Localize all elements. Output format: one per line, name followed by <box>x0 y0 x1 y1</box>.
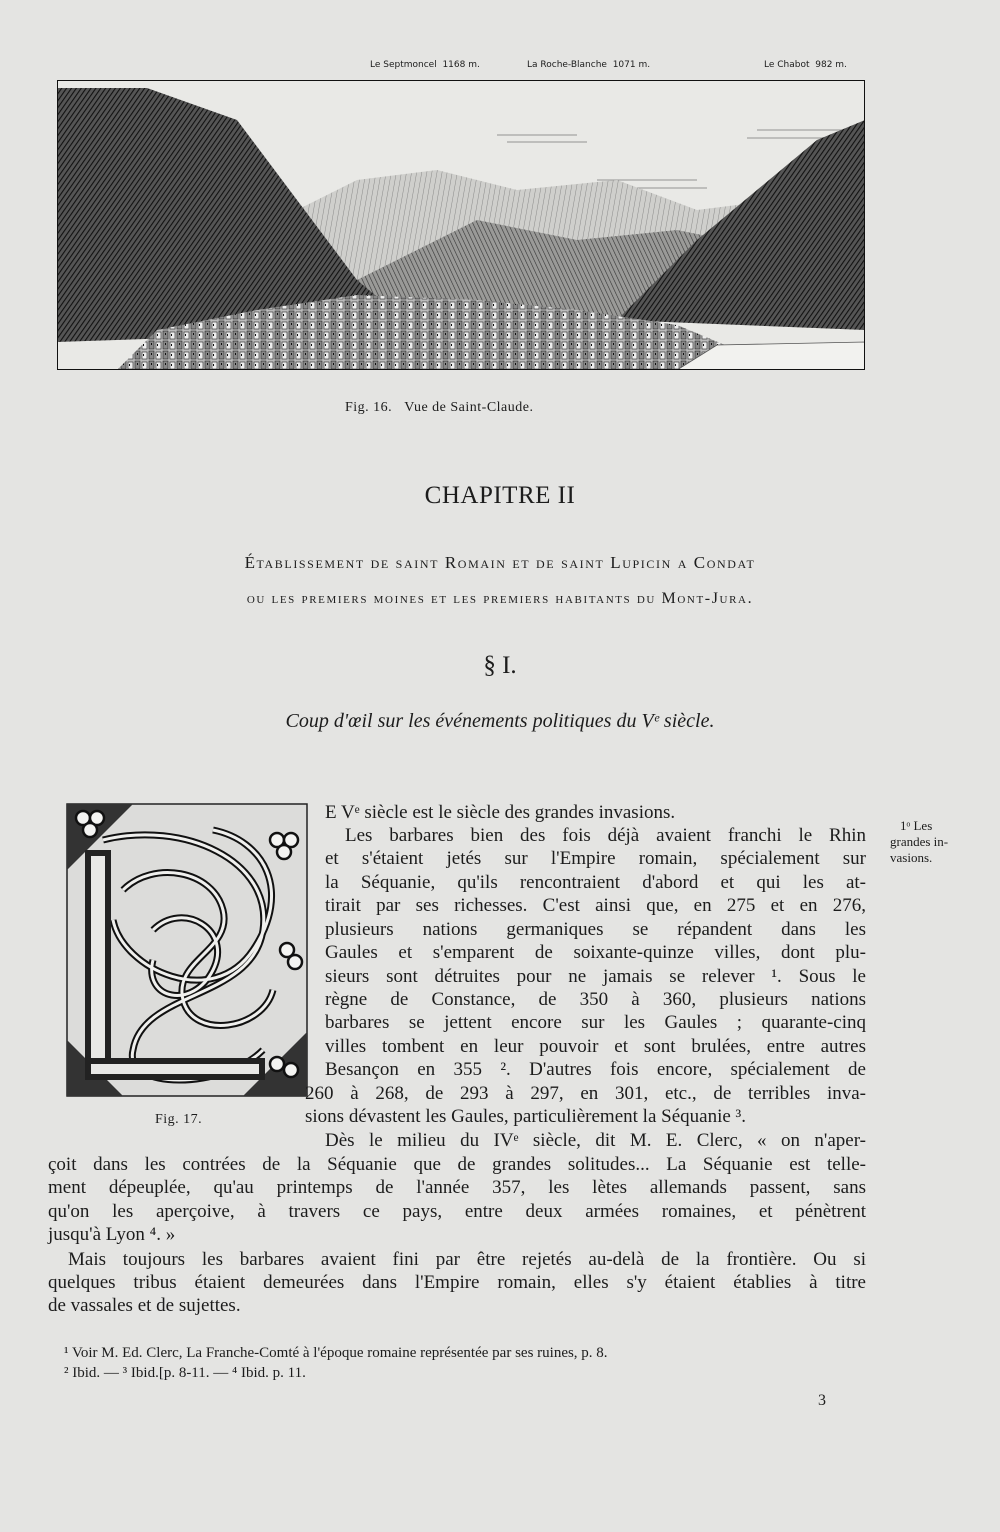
footnote-2: ² Ibid. — ³ Ibid.[p. 8-11. — ⁴ Ibid. p. 11. <box>64 1365 306 1381</box>
section-number: § I. <box>483 652 517 679</box>
body-line: barbares se jettent encore sur les Gaules ; quarante-cinq <box>325 1012 866 1033</box>
body-line: plusieurs nations germaniques se répandent dans les <box>325 919 866 940</box>
body-line: çoit dans les contrées de la Séquanie que de grandes solitudes... La Séquanie est telle- <box>48 1154 866 1175</box>
body-line: E Vᵉ siècle est le siècle des grandes invasions. <box>325 802 676 823</box>
peak-label-chabot: Le Chabot 982 m. <box>764 60 847 70</box>
section-title: Coup d'œil sur les événements politiques du Vᵉ siècle. <box>285 710 715 732</box>
body-line: Mais toujours les barbares avaient fini par être rejetés au-delà de la frontière. Ou si <box>68 1249 866 1270</box>
chapter-title: CHAPITRE II <box>424 482 576 509</box>
body-line: jusqu'à Lyon ⁴. » <box>48 1224 176 1245</box>
body-line: de vassales et de sujettes. <box>48 1295 241 1316</box>
footnote-1: ¹ Voir M. Ed. Clerc, La Franche-Comté à l'époque romaine représentée par ses ruines, p. 8. <box>64 1345 608 1361</box>
body-line: la Séquanie, qu'ils rencontraient d'abord et qui les at- <box>325 872 866 893</box>
body-line: villes tombent en leur pouvoir et sont brulées, entre autres <box>325 1036 866 1057</box>
body-line: 260 à 268, de 293 à 297, en 301, etc., de terribles inva- <box>305 1083 866 1104</box>
body-line: sieurs sont détruites pour ne jamais se relever ¹. Sous le <box>325 966 866 987</box>
chapter-subtitle-line-1: Établissement de saint Romain et de saint Lupicin a Condat <box>244 553 756 572</box>
body-line: Gaules et s'emparent de soixante-quinze villes, dont plu- <box>325 942 866 963</box>
figure-17-caption: Fig. 17. <box>155 1112 203 1127</box>
peak-label-septmoncel: Le Septmoncel 1168 m. <box>370 60 480 70</box>
page-number: 3 <box>818 1392 826 1409</box>
figure-16-caption: Fig. 16. Vue de Saint-Claude. <box>345 400 534 415</box>
body-line: règne de Constance, de 350 à 360, plusieurs nations <box>325 989 866 1010</box>
body-line: Les barbares bien des fois déjà avaient franchi le Rhin <box>345 825 866 846</box>
ornamental-drop-cap <box>63 800 311 1100</box>
chapter-subtitle-line-2: ou les premiers moines et les premiers habitants du Mont-Jura. <box>246 590 754 607</box>
saint-claude-engraving <box>57 80 865 370</box>
body-line: ment dépeuplée, qu'au printemps de l'année 357, les lètes allemands passent, sans <box>48 1177 866 1198</box>
body-line: quelques tribus étaient demeurées dans l'Empire romain, elles s'y étaient établies à titre <box>48 1272 866 1293</box>
body-line: qu'on les aperçoive, à travers ce pays, entre deux armées romaines, et pénètrent <box>48 1201 866 1222</box>
body-line: sions dévastent les Gaules, particulièrement la Séquanie ³. <box>305 1106 746 1127</box>
peak-label-roche-blanche: La Roche-Blanche 1071 m. <box>527 60 651 70</box>
body-line: Besançon en 355 ². D'autres fois encore, spécialement de <box>325 1059 866 1080</box>
body-line: tirait par ses richesses. C'est ainsi que, en 275 et en 276, <box>325 895 866 916</box>
body-line: Dès le milieu du IVᵉ siècle, dit M. E. Clerc, « on n'aper- <box>325 1130 866 1151</box>
body-line: et s'étaient jetés sur l'Empire romain, spécialement sur <box>325 848 866 869</box>
margin-note: 1ᵒ Les grandes in- vasions. <box>890 818 949 865</box>
